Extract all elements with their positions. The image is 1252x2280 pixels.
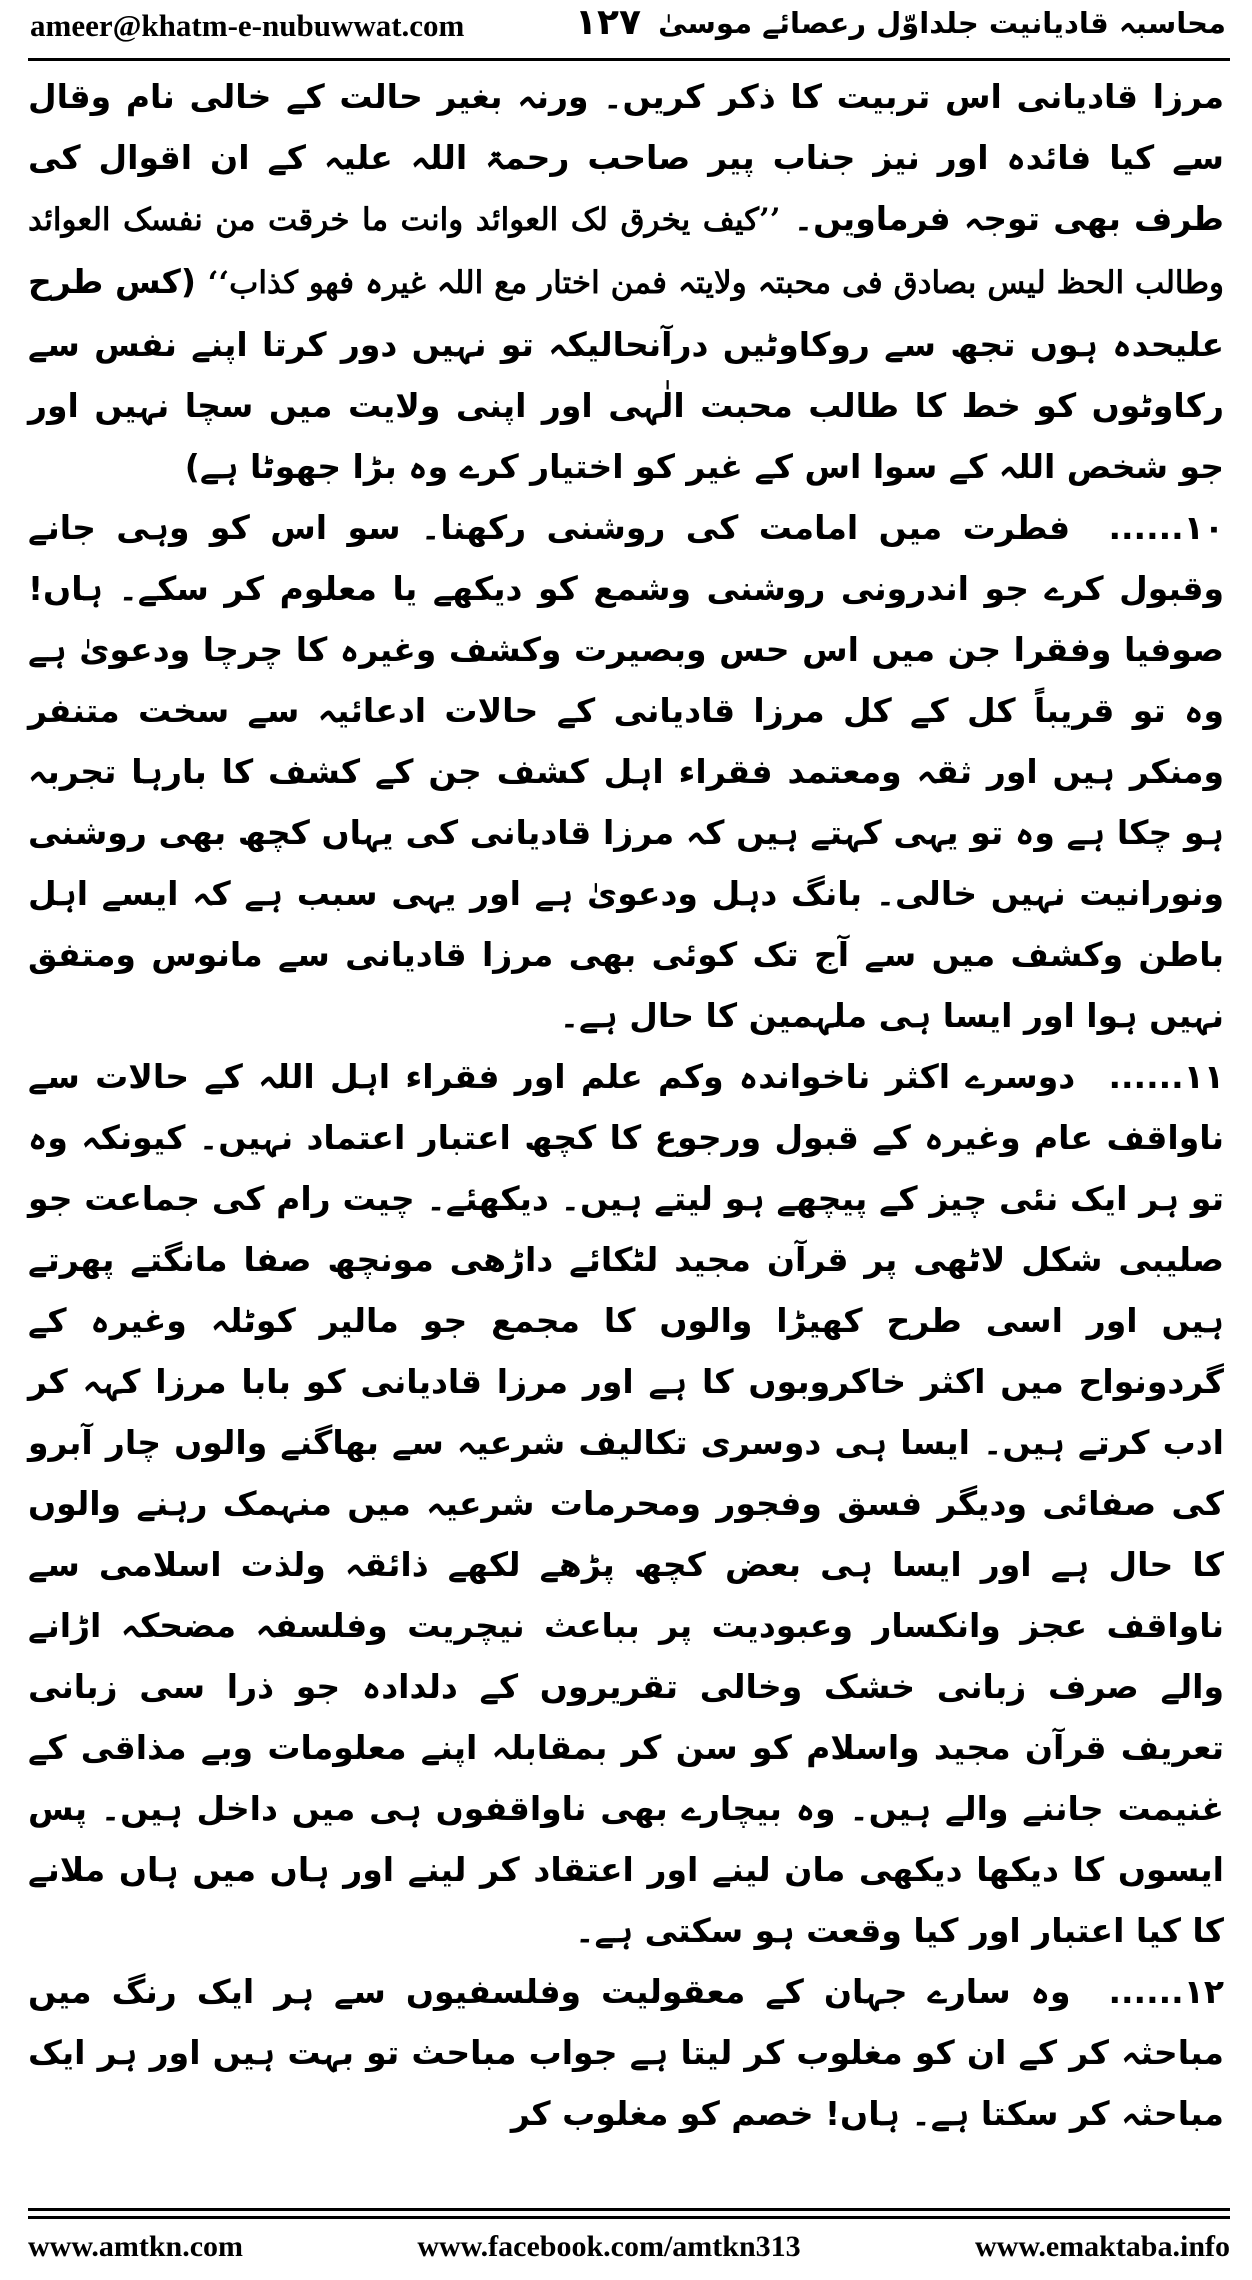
header-rule [28, 58, 1230, 61]
footer-link-facebook[interactable]: www.facebook.com/amtkn313 [417, 2230, 801, 2263]
paragraph-12-number: ۱۲...... [1108, 1972, 1224, 2011]
page-footer [0, 2208, 1252, 2280]
paragraph-12 [28, 1961, 1224, 2144]
paragraph-10 [28, 497, 1224, 1046]
paragraph-11 [28, 1046, 1224, 1961]
paragraph-10-number: ۱۰...... [1108, 508, 1224, 547]
footer-rule-top [28, 2208, 1230, 2211]
header-email: ameer@khatm-e-nubuwwat.com [30, 8, 465, 43]
paragraph-10-text: فطرت میں امامت کی روشنی رکھنا۔ سو اس کو وہی جانے وقبول کرے جو اندرونی روشنی وشمع کو دیکھے یا معلوم کر سکے۔ ہاں! صوفیا وفقرا جن میں اس حس وبصیرت وکشف وغیرہ کا چرچا ودعویٰ ہے وہ تو قریباً کل کے کل مرزا قادیانی کے حالات ادعائیہ سے سخت متنفر ومنکر ہیں اور ثقہ ومعتمد فقراء اہل کشف جن کے کشف کا بارہا تجربہ ہو چکا ہے وہ تو یہی کہتے ہیں کہ مرزا قادیانی کی یہاں کچھ بھی روشنی ونورانیت نہیں خالی۔ بانگ دہل ودعویٰ ہے اور یہی سبب ہے کہ ایسے اہل باطن وکشف میں سے آج تک کوئی بھی مرزا قادیانی سے مانوس ومتفق نہیں ہوا اور ایسا ہی ملہمین کا حال ہے۔ [28, 508, 1224, 1035]
page-body [28, 66, 1224, 2154]
book-title: محاسبہ قادیانیت جلداوّل رعصائے موسیٰ [658, 6, 1226, 40]
footer-link-emaktaba[interactable]: www.emaktaba.info [974, 2230, 1230, 2263]
paragraph-11-number: ۱۱...... [1108, 1057, 1224, 1096]
footer-rule-bottom [28, 2216, 1230, 2219]
arabic-quote: ’’کیف یخرق لک العوائد وانت ما خرقت من نفسک العوائد وطالب الحظ لیس بصادق فی محبتہ ولایتہ فمن اختار مع اللہ غیرہ فھو کذاب‘‘ [28, 202, 1224, 301]
paragraph-12-text: وہ سارے جہان کے معقولیت وفلسفیوں سے ہر ایک رنگ میں مباحثہ کر کے ان کو مغلوب کر لیتا ہے جواب مباحث تو بہت ہیں اور ہر ایک مباحثہ کر سکتا ہے۔ ہاں! خصم کو مغلوب کر [28, 1972, 1224, 2133]
page-number: ۱۲۷ [575, 2, 641, 43]
page-header [0, 0, 1252, 62]
paragraph-1-text: مرزا قادیانی اس تربیت کا ذکر کریں۔ ورنہ بغیر حالت کے خالی نام وقال سے کیا فائدہ اور نیز جناب پیر صاحب رحمۃ اللہ علیہ کے ان اقوال کی طرف بھی توجہ فرماویں۔ [28, 77, 1224, 238]
quote-translation: (کس طرح علیحدہ ہوں تجھ سے روکاوٹیں درآنحالیکہ تو نہیں دور کرتا اپنے نفس سے رکاوٹوں کو خط کا طالب محبت الٰہی اور اپنی ولایت میں سچا نہیں اور جو شخص اللہ کے سوا اس کے غیر کو اختیار کرے وہ بڑا جھوٹا ہے) [28, 262, 1224, 486]
paragraph-11-text: دوسرے اکثر ناخواندہ وکم علم اور فقراء اہل اللہ کے حالات سے ناواقف عام وغیرہ کے قبول ورجوع کا کچھ اعتبار اعتماد نہیں۔ کیونکہ وہ تو ہر ایک نئی چیز کے پیچھے ہو لیتے ہیں۔ دیکھئے۔ چیت رام کی جماعت جو صلیبی شکل لاٹھی پر قرآن مجید لٹکائے داڑھی مونچھ صفا مانگتے پھرتے ہیں اور اسی طرح کھیڑا والوں کا مجمع جو مالیر کوٹلہ وغیرہ کے گردونواح میں اکثر خاکروبوں کا ہے اور مرزا قادیانی کو بابا مرزا کہہ کر ادب کرتے ہیں۔ ایسا ہی دوسری تکالیف شرعیہ سے بھاگنے والوں چار آبرو کی صفائی ودیگر فسق وفجور ومحرمات شرعیہ میں منہمک رہنے والوں کا حال ہے اور ایسا ہی بعض کچھ پڑھے لکھے ذائقہ ولذت اسلامی سے ناواقف عجز وانکسار وعبودیت پر بباعث نیچریت وفلسفہ مضحکہ اڑانے والے صرف زبانی خشک وخالی تقریروں کے دلدادہ جو ذرا سی زبانی تعریف قرآن مجید واسلام کو سن کر بمقابلہ اپنے معلومات وبے مذاقی کے غنیمت جاننے والے ہیں۔ وہ بیچارے بھی ناواقفوں ہی میں داخل ہیں۔ پس ایسوں کا دیکھا دیکھی مان لینے اور اعتقاد کر لینے اور ہاں میں ہاں ملانے کا کیا اعتبار اور کیا وقعت ہو سکتی ہے۔ [28, 1057, 1224, 1950]
footer-link-amtkn[interactable]: www.amtkn.com [28, 2230, 243, 2263]
footer-links [28, 2230, 1230, 2264]
paragraph-1 [28, 66, 1224, 497]
